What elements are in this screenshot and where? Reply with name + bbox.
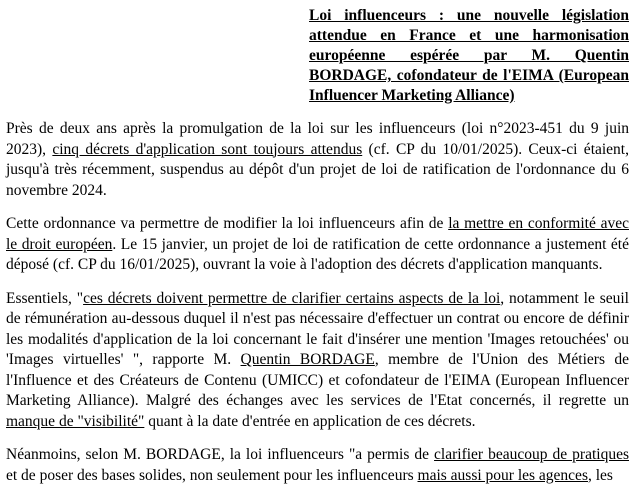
paragraph-2-text-b: . Le 15 janvier, un projet de loi de ratification de cette ordonnance a justement été déposé (cf. CP du 16/01/2025), ouvrant la voie à l'adoption des décrets d'application manquants. [6,235,629,273]
paragraph-2-text-a: Cette ordonnance va permettre de modifier la loi influenceurs afin de [6,215,449,232]
paragraph-3-text-c: , membre de l'Union des Métiers de l'Influence et des Créateurs de Contenu (UMICC) et cofondateur de l'EIMA (European Influencer Marketing Alliance). Malgré des échanges avec les services de l'Etat concernés, il regrette un [6,351,630,409]
paragraph-4-text-a: Néanmoins, selon M. BORDAGE, la loi influenceurs "a permis de [6,446,435,463]
paragraph-4 [6,445,629,486]
paragraph-3-text-a: Essentiels, " [6,289,84,307]
paragraph-4-text-c: , les [587,466,613,484]
paragraph-1-underlined: cinq décrets d'application sont toujours attendus [52,140,363,158]
paragraph-3-underlined-1: ces décrets doivent permettre de clarifier certains aspects de la loi [83,289,501,307]
paragraph-3 [6,289,629,433]
paragraph-2 [6,214,629,276]
article-body [6,119,629,499]
paragraph-3-text-d: quant à la date d'entrée en application de ces décrets. [144,412,476,430]
paragraph-3-text-b: , notamment le seuil de rémunération au-dessous duquel il n'est pas nécessaire d'effectuer un contrat ou encore de définir les modalités d'application de la loi concernant le fait d'insérer une mention 'Images retouchées' ou 'Images virtuelles' ", rapporte M. [6,289,629,368]
article-title: Loi influenceurs : une nouvelle législation attendue en France et une harmonisation européenne espérée par M. Quentin BORDAGE, cofondateur de l'EIMA (European Influencer Marketing Alliance) [309,7,629,104]
paragraph-1-text-a: Près de deux ans après la promulgation de la loi sur les influenceurs (loi n°2023-451 du 9 juin 2023), [6,120,629,158]
paragraph-4-underlined-2: mais aussi pour les agences [417,466,588,484]
paragraph-1-text-b: (cf. CP du 10/01/2025). Ceux-ci étaient, jusqu'à très récemment, suspendus au dépôt d'un projet de loi de ratification de l'ordonnance du 6 novembre 2024. [6,140,629,199]
paragraph-2-underlined: la mettre en conformité avec le droit européen [6,215,629,253]
paragraph-4-underlined-1: clarifier beaucoup de pratiques [434,446,629,463]
paragraph-3-underlined-2: manque de "visibilité" [6,412,145,430]
paragraph-4-text-b: et de poser des bases solides, non seulement pour les influenceurs [6,466,418,484]
paragraph-1 [6,119,629,201]
paragraph-3-underlined-name: Quentin BORDAGE [240,351,375,368]
